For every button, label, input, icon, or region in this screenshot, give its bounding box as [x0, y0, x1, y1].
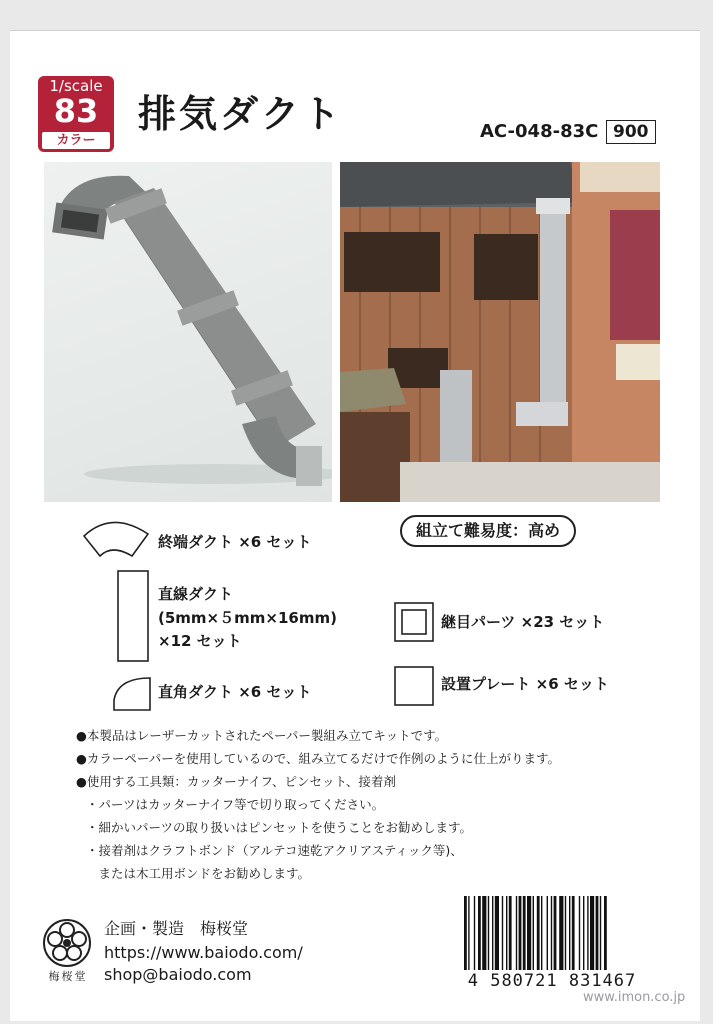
elbow-duct-label: 直角ダクト ×6 セット — [158, 683, 312, 701]
straight-duct-label: 直線ダクト — [158, 585, 234, 603]
straight-duct-icon — [117, 570, 149, 662]
mount-plate-label: 設置プレート ×6 セット — [441, 675, 609, 693]
note-line: ●カラーペーパーを使用しているので、組み立てるだけで作例のように仕上がります。 — [76, 751, 561, 766]
barcode-number: 4 580721 831467 — [440, 970, 664, 992]
product-title: 排気ダクト — [138, 92, 344, 136]
note-line: ・接着剤はクラフトボンド（アルテコ速乾アクリアスティック等)、 — [86, 843, 463, 858]
duct-model-photo — [44, 162, 332, 502]
straight-duct-size: (5mm×５mm×16mm) — [158, 609, 337, 627]
elbow-duct-icon — [112, 676, 152, 712]
website-url: https://www.baiodo.com/ — [104, 943, 303, 962]
mount-plate-icon — [394, 666, 434, 706]
scale-label: 1/scale — [49, 77, 103, 95]
product-code: AC-048-83C — [480, 121, 599, 142]
watermark: www.imon.co.jp — [583, 990, 686, 1005]
instruction-notes — [76, 724, 696, 885]
end-duct-icon — [82, 516, 152, 562]
note-line: ●使用する工具類：カッターナイフ、ピンセット、接着剤 — [76, 774, 396, 789]
difficulty-badge: 組立て難易度：高め — [400, 515, 576, 547]
scale-number: 83 — [53, 92, 99, 130]
email-address: shop@baiodo.com — [104, 965, 252, 984]
joint-parts-icon — [394, 602, 434, 642]
note-line: ●本製品はレーザーカットされたペーパー製組み立てキットです。 — [76, 728, 448, 743]
color-label: カラー — [42, 132, 110, 149]
scale-badge — [38, 76, 114, 152]
end-duct-label: 終端ダクト ×6 セット — [158, 533, 312, 551]
example-diorama-photo — [340, 162, 660, 502]
note-line: または木工用ボンドをお勧めします。 — [86, 866, 311, 881]
price-box: 900 — [606, 120, 656, 144]
logo-text: 梅桜堂 — [48, 970, 88, 983]
barcode-bars — [440, 890, 664, 970]
diorama-illustration — [340, 162, 660, 502]
note-line: ・パーツはカッターナイフ等で切り取ってください。 — [86, 797, 385, 812]
plum-blossom-logo-icon — [42, 918, 92, 968]
joint-parts-label: 継目パーツ ×23 セット — [441, 613, 605, 631]
note-line: ・細かいパーツの取り扱いはピンセットを使うことをお勧めします。 — [86, 820, 473, 835]
maker-info: 企画・製造 梅桜堂 — [104, 919, 249, 938]
duct-model-illustration — [44, 162, 332, 502]
straight-duct-count: ×12 セット — [158, 632, 242, 650]
